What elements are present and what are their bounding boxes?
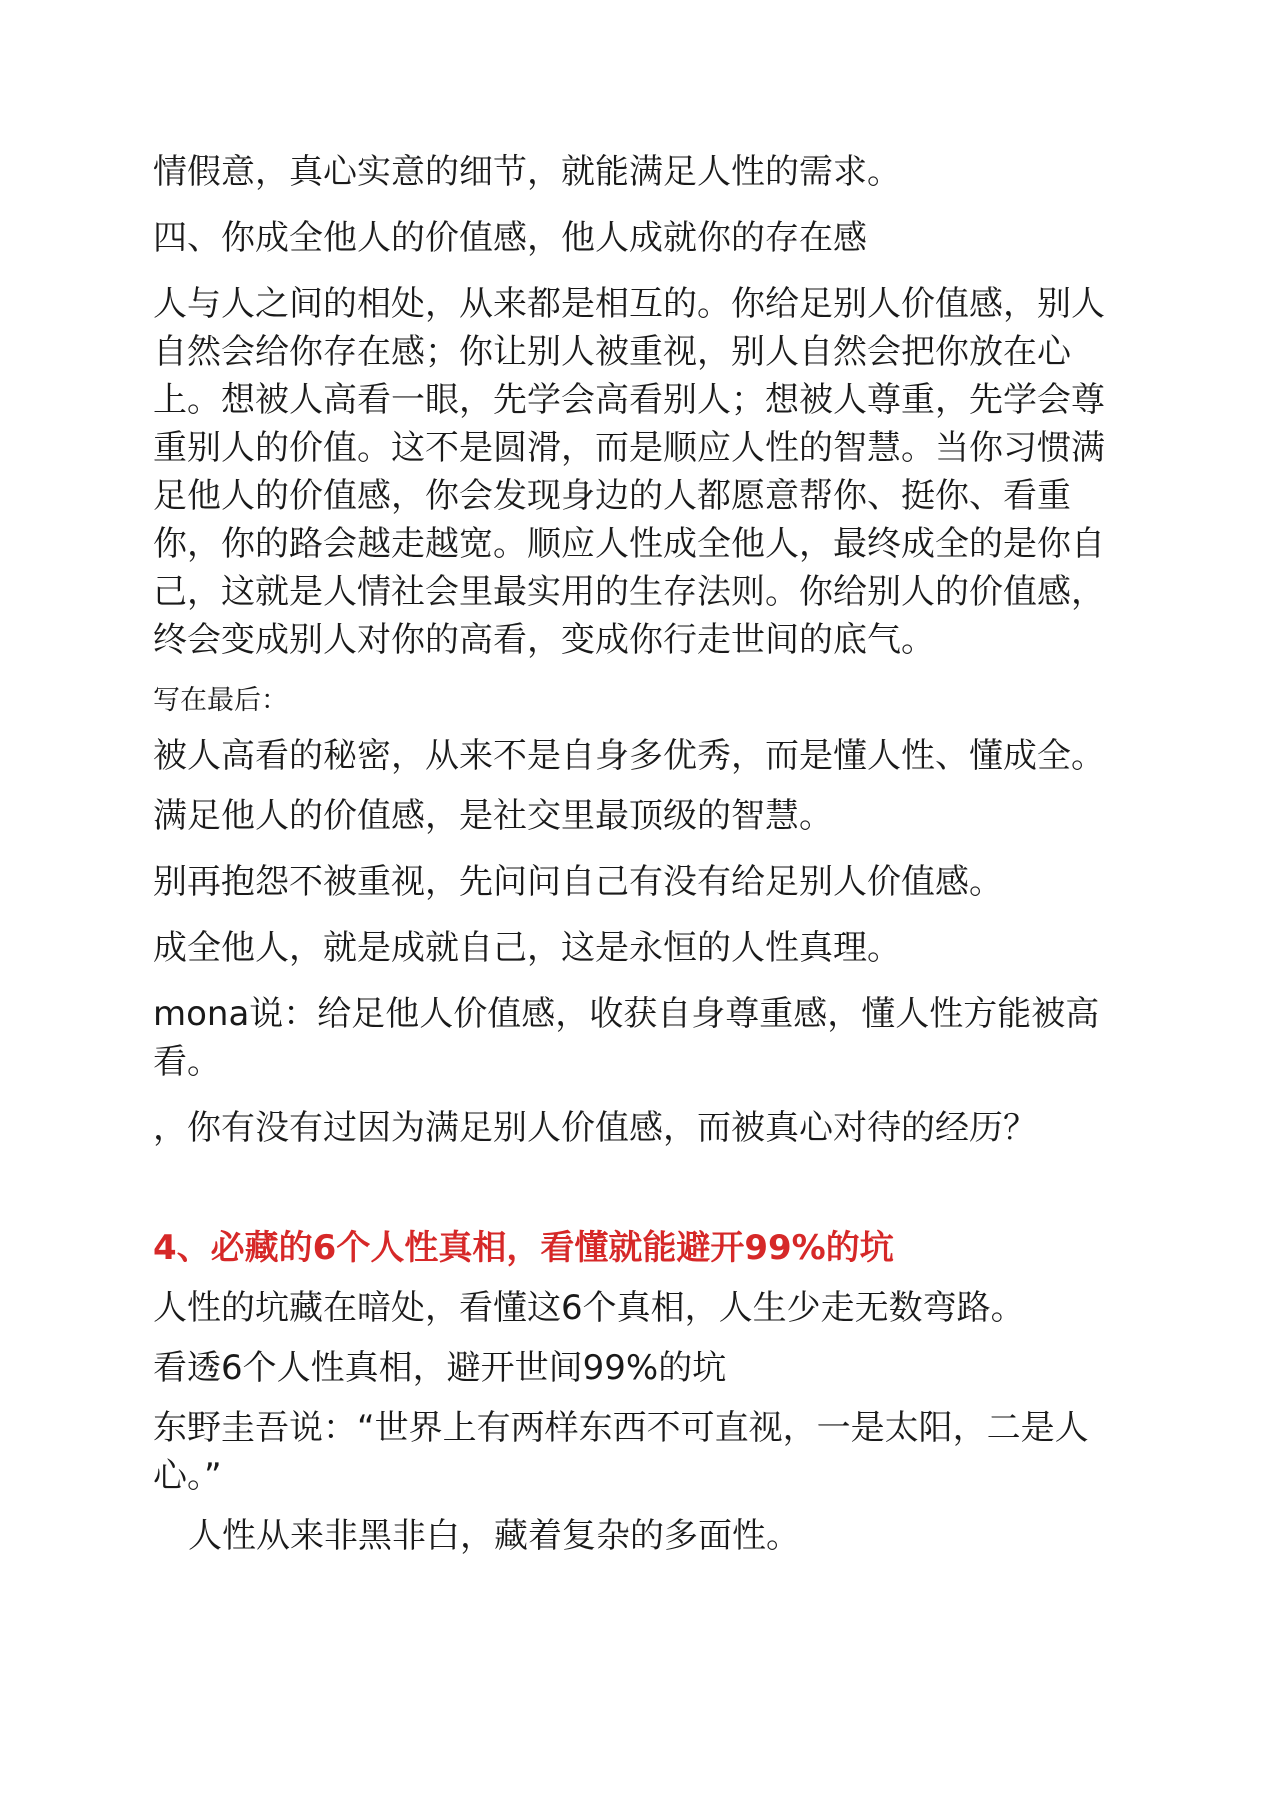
paragraph-intro-continuation: 情假意，真心实意的细节，就能满足人性的需求。 [153,152,901,192]
document-body [153,148,1128,1560]
section-heading-four: 四、你成全他人的价值感，他人成就你的存在感 [153,218,867,258]
quote-higashino: 东野圭吾说：“世界上有两样东西不可直视，一是太阳，二是人心。” [153,1408,1089,1496]
closing-line-2: 满足他人的价值感，是社交里最顶级的智慧。 [153,796,833,836]
author-quote: mona说：给足他人价值感，收获自身尊重感，懂人性方能被高看。 [153,994,1100,1082]
reader-question: ，你有没有过因为满足别人价值感，而被真心对待的经历？ [153,1108,1037,1148]
closing-line-1: 被人高看的秘密，从来不是自身多优秀，而是懂人性、懂成全。 [153,736,1105,776]
closing-heading: 写在最后： [153,685,288,716]
paragraph-human-nature: 人性从来非黑非白，藏着复杂的多面性。 [188,1516,800,1556]
article-4-title: 4、必藏的6个人性真相，看懂就能避开99%的坑 [153,1228,894,1268]
paragraph-section-four-body: 人与人之间的相处，从来都是相互的。你给足别人价值感，别人自然会给你存在感；你让别人被重视，别人自然会把你放在心上。想被人高看一眼，先学会高看别人；想被人尊重，先学会尊重别人的价值。这不是圆滑，而是顺应人性的智慧。当你习惯满足他人的价值感，你会发现身边的人都愿意帮你、挺你、看重你，你的路会越走越宽。顺应人性成全他人，最终成全的是你自己，这就是人情社会里最实用的生存法则。你给别人的价值感，终会变成别人对你的高看，变成你行走世间的底气。 [153,284,1105,660]
article-4-intro: 人性的坑藏在暗处，看懂这6个真相，人生少走无数弯路。 [153,1288,1025,1328]
article-4-subtitle: 看透6个人性真相，避开世间99%的坑 [153,1348,727,1388]
closing-line-3: 别再抱怨不被重视，先问问自己有没有给足别人价值感。 [153,862,1003,902]
closing-line-4: 成全他人，就是成就自己，这是永恒的人性真理。 [153,928,901,968]
